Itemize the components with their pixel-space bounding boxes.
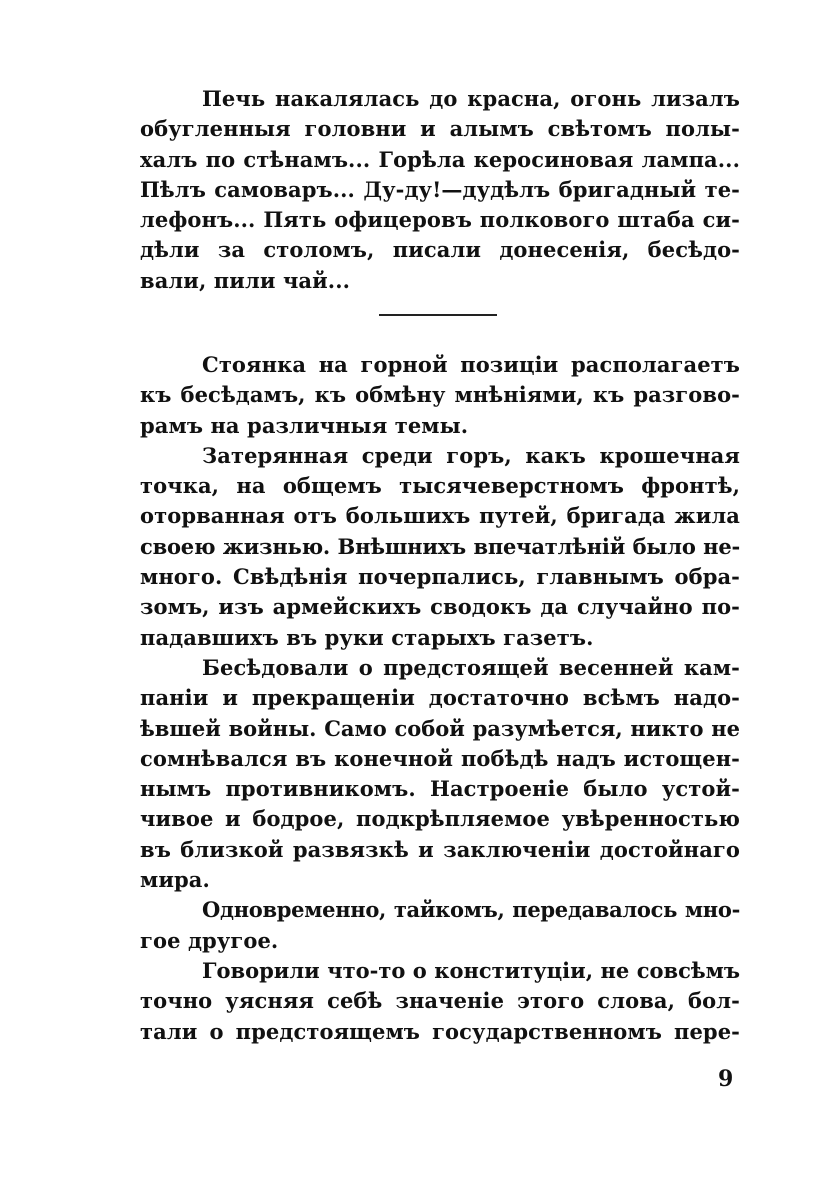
text-line: Одновременно, тайкомъ, передавалось мно-: [202, 897, 740, 923]
text-line: Пѣлъ самоваръ... Ду-ду!—дудѣлъ бригадный те-: [140, 176, 740, 202]
text-line: паніи и прекращеніи достаточно всѣмъ надо-: [140, 685, 740, 711]
text-line: оторванная отъ большихъ путей, бригада жила: [140, 503, 740, 529]
text-line: точка, на общемъ тысячеверстномъ фронтѣ,: [140, 473, 740, 499]
text-line: къ бесѣдамъ, къ обмѣну мнѣніями, къ разгово-: [140, 382, 740, 408]
text-line: точно уясняя себѣ значеніе этого слова, бол-: [140, 988, 740, 1014]
text-line: мира.: [140, 867, 210, 893]
text-line: гое другое.: [140, 927, 279, 953]
text-line: рамъ на различныя темы.: [140, 412, 469, 438]
text-line: тали о предстоящемъ государственномъ пере-: [140, 1018, 740, 1044]
text-line: Бесѣдовали о предстоящей весенней кам-: [202, 654, 740, 680]
text-line: вали, пили чай...: [140, 267, 351, 293]
text-line: Говорили что-то о конституціи, не совсѣмъ: [202, 957, 740, 983]
text-line: своею жизнью. Внѣшнихъ впечатлѣній было не-: [140, 533, 740, 559]
text-line: въ близкой развязкѣ и заключеніи достойнаго: [140, 836, 740, 862]
text-line: нымъ противникомъ. Настроеніе было устой-: [140, 776, 740, 802]
text-line: лефонъ... Пять офицеровъ полкового штаба си-: [140, 207, 740, 233]
section-mountain-position: [140, 350, 740, 1047]
text-line: халъ по стѣнамъ... Горѣла керосиновая лампа...: [140, 146, 740, 172]
section-divider: [379, 314, 497, 316]
text-line: Печь накалялась до красна, огонь лизалъ: [202, 86, 740, 111]
text-line: падавшихъ въ руки старыхъ газетъ.: [140, 624, 594, 650]
text-line: Стоянка на горной позиціи располагаетъ: [202, 352, 740, 377]
text-line: дѣли за столомъ, писали донесенія, бесѣдо-: [140, 237, 740, 263]
page-number: 9: [718, 1066, 734, 1092]
text-line: зомъ, изъ армейскихъ сводокъ да случайно по-: [140, 594, 740, 620]
text-line: Затерянная среди горъ, какъ крошечная: [202, 442, 740, 468]
text-line: ѣвшей войны. Само собой разумѣется, никто не: [140, 715, 740, 741]
text-line: сомнѣвался въ конечной побѣдѣ надъ истощен-: [140, 745, 740, 771]
text-line: обугленныя головни и алымъ свѣтомъ полы-: [140, 116, 740, 142]
text-line: чивое и бодрое, подкрѣпляемое увѣренностью: [140, 806, 740, 832]
text-line: много. Свѣдѣнія почерпались, главнымъ обра-: [140, 564, 740, 590]
paragraph-stove-scene: [140, 84, 740, 296]
